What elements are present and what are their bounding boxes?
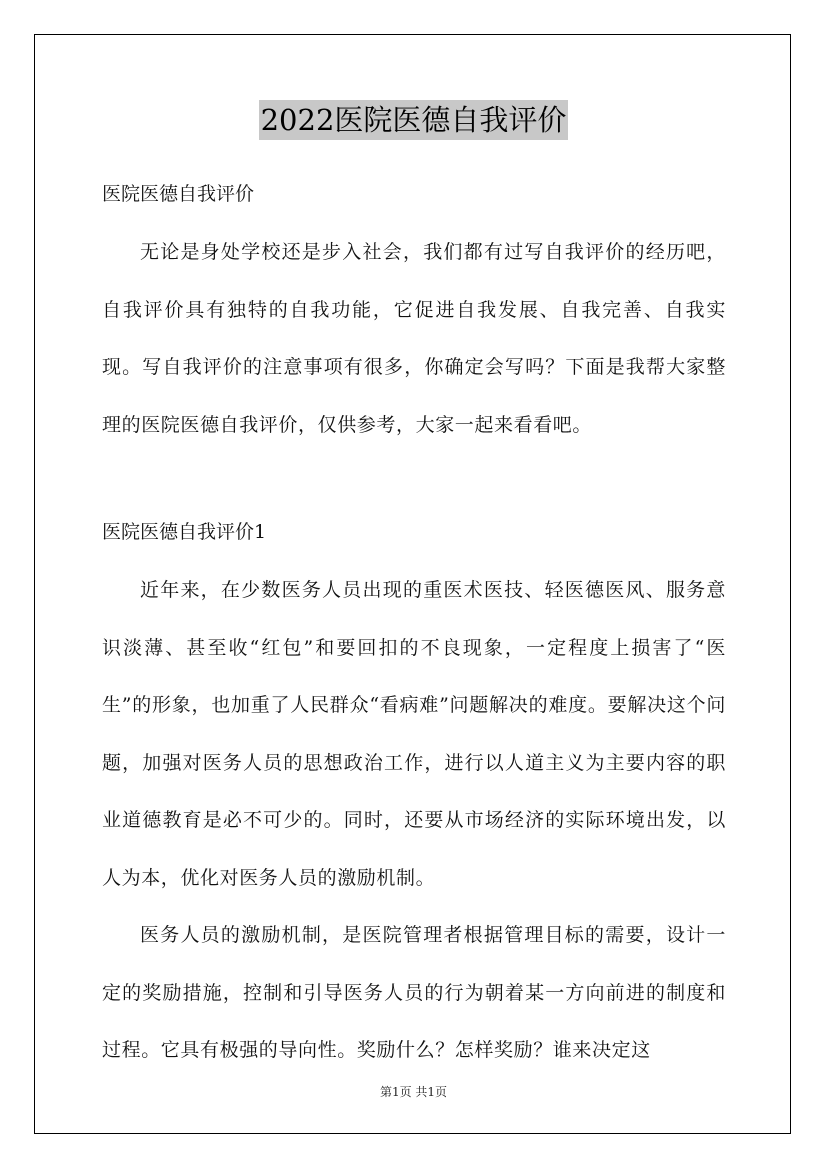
intro-paragraph: 无论是身处学校还是步入社会，我们都有过写自我评价的经历吧，自我评价具有独特的自我功能，它促进自我发展、自我完善、自我实现。写自我评价的注意事项有很多，你确定会写吗？下面是我帮大家整理的医院医德自我评价，仅供参考，大家一起来看看吧。 — [102, 241, 726, 436]
intro-heading: 医院医德自我评价 — [102, 183, 255, 205]
title-container — [0, 100, 827, 140]
section1-heading: 医院医德自我评价1 — [102, 521, 267, 543]
section1-paragraph-1: 近年来，在少数医务人员出现的重医术医技、轻医德医风、服务意识淡薄、甚至收“红包”和要回扣的不良现象，一定程度上损害了“医生”的形象，也加重了人民群众“看病难”问题解决的难度。要解决这个问题，加强对医务人员的思想政治工作，进行以人道主义为主要内容的职业道德教育是必不可少的。同时，还要从市场经济的实际环境出发，以人为本，优化对医务人员的激励机制。 — [102, 579, 726, 889]
document-title: 2022医院医德自我评价 — [259, 100, 569, 140]
section1-paragraph-2: 医务人员的激励机制，是医院管理者根据管理目标的需要，设计一定的奖励措施，控制和引导医务人员的行为朝着某一方向前进的制度和过程。它具有极强的导向性。奖励什么？怎样奖励？谁来决定这 — [102, 924, 726, 1061]
document-body — [102, 170, 726, 1080]
page-footer: 第1页 共1页 — [379, 1085, 448, 1099]
